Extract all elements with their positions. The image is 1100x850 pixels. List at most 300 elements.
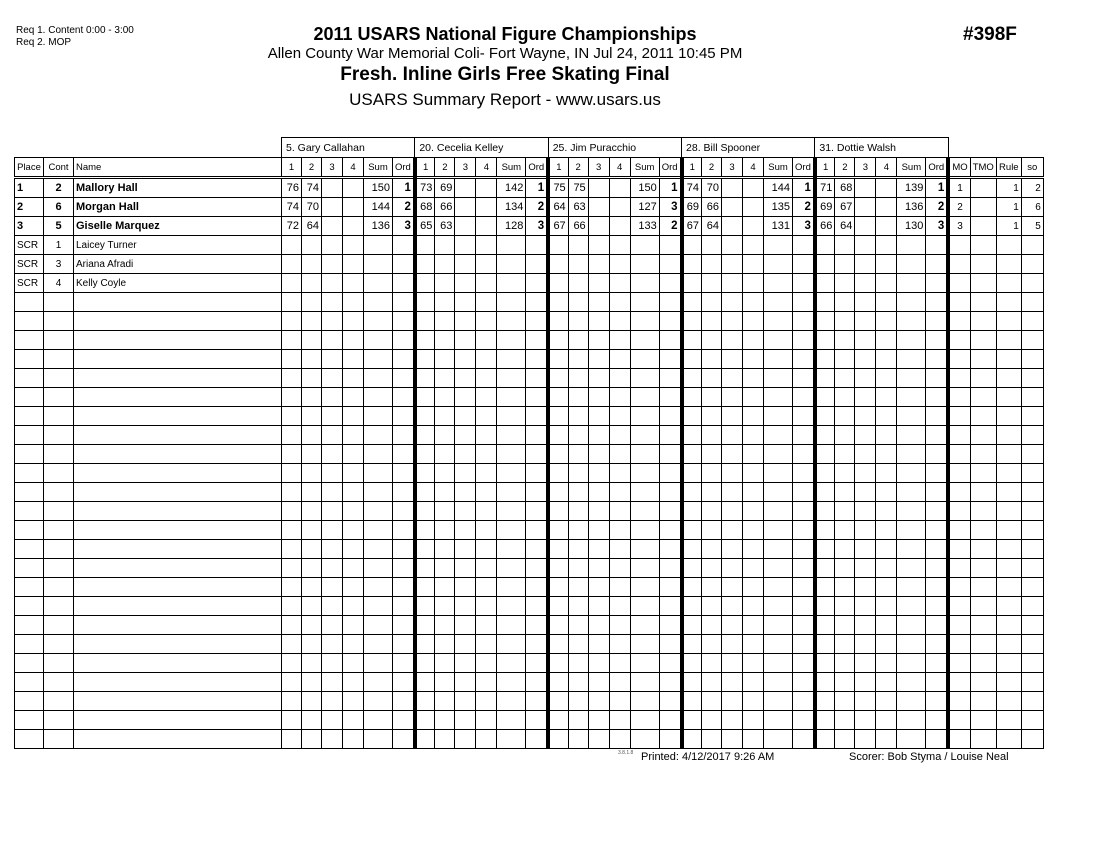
place-cell xyxy=(15,426,44,445)
ordinal-cell: 1 xyxy=(393,178,415,198)
score-cell xyxy=(835,711,855,730)
score-cell xyxy=(702,369,722,388)
score-cell xyxy=(682,445,702,464)
score-cell xyxy=(815,464,835,483)
score-cell xyxy=(282,350,302,369)
ordinal-cell: 1 xyxy=(793,178,815,198)
score-cell xyxy=(343,426,364,445)
skater-name-cell xyxy=(74,312,282,331)
contestant-number-cell: 1 xyxy=(44,236,74,255)
score-cell xyxy=(876,407,897,426)
score-cell xyxy=(702,711,722,730)
score-cell xyxy=(455,673,476,692)
event-title: Fresh. Inline Girls Free Skating Final xyxy=(340,64,670,85)
sum-cell xyxy=(364,654,393,673)
score-cell xyxy=(476,654,497,673)
tmo-cell xyxy=(970,730,996,749)
score-cell xyxy=(435,331,455,350)
score-cell xyxy=(876,711,897,730)
sum-cell xyxy=(764,331,793,350)
score-cell xyxy=(722,711,743,730)
score-cell xyxy=(815,331,835,350)
event-number: #398F xyxy=(963,24,1017,45)
sum-cell xyxy=(764,730,793,749)
score-cell xyxy=(702,635,722,654)
ordinal-cell xyxy=(926,255,948,274)
score-cell xyxy=(548,635,568,654)
skater-name-cell xyxy=(74,597,282,616)
score-cell xyxy=(855,483,876,502)
score-cell xyxy=(702,426,722,445)
ordinal-cell xyxy=(659,597,681,616)
ordinal-cell xyxy=(793,559,815,578)
score-cell xyxy=(322,654,343,673)
score-cell xyxy=(455,331,476,350)
score-cell xyxy=(476,407,497,426)
score-cell xyxy=(455,350,476,369)
score-cell xyxy=(548,350,568,369)
header-judge-mark-4: 4 xyxy=(743,158,764,178)
judge-header-row xyxy=(15,138,1044,158)
score-cell xyxy=(476,464,497,483)
score-cell xyxy=(702,730,722,749)
sum-cell xyxy=(364,730,393,749)
rule-cell xyxy=(996,521,1021,540)
score-cell xyxy=(455,654,476,673)
ordinal-cell xyxy=(393,369,415,388)
score-cell xyxy=(282,312,302,331)
score-cell xyxy=(455,293,476,312)
ordinal-cell xyxy=(393,331,415,350)
score-cell xyxy=(455,730,476,749)
rule-cell xyxy=(996,483,1021,502)
sum-cell xyxy=(630,350,659,369)
contestant-number-cell xyxy=(44,730,74,749)
score-cell xyxy=(435,464,455,483)
score-cell xyxy=(855,635,876,654)
score-cell xyxy=(282,388,302,407)
score-cell xyxy=(302,236,322,255)
score-cell xyxy=(343,521,364,540)
ordinal-cell: 2 xyxy=(793,198,815,217)
score-cell xyxy=(282,502,302,521)
score-cell xyxy=(815,312,835,331)
ordinal-cell xyxy=(659,312,681,331)
ordinal-cell xyxy=(393,597,415,616)
score-cell xyxy=(609,331,630,350)
mo-cell xyxy=(948,616,970,635)
score-cell xyxy=(455,312,476,331)
sum-cell xyxy=(897,483,926,502)
so-cell xyxy=(1021,578,1043,597)
sum-cell xyxy=(764,255,793,274)
ordinal-cell xyxy=(393,350,415,369)
score-cell xyxy=(302,654,322,673)
score-cell xyxy=(815,540,835,559)
ordinal-cell xyxy=(926,502,948,521)
score-cell xyxy=(835,293,855,312)
score-cell xyxy=(343,559,364,578)
mo-cell xyxy=(948,255,970,274)
ordinal-cell: 3 xyxy=(526,217,548,236)
contestant-number-cell xyxy=(44,692,74,711)
score-cell xyxy=(435,521,455,540)
sum-cell: 144 xyxy=(364,198,393,217)
score-cell xyxy=(855,236,876,255)
score-cell xyxy=(855,578,876,597)
ordinal-cell xyxy=(926,350,948,369)
score-cell xyxy=(322,578,343,597)
sum-cell xyxy=(497,255,526,274)
so-cell xyxy=(1021,673,1043,692)
score-cell xyxy=(415,559,435,578)
score-cell: 75 xyxy=(568,178,588,198)
score-cell xyxy=(322,502,343,521)
mo-cell: 2 xyxy=(948,198,970,217)
sum-cell xyxy=(897,293,926,312)
empty-row xyxy=(15,426,1044,445)
score-cell xyxy=(322,369,343,388)
header-judge-mark-1: 1 xyxy=(815,158,835,178)
score-cell xyxy=(743,236,764,255)
score-cell xyxy=(455,635,476,654)
sum-cell xyxy=(364,692,393,711)
ordinal-cell xyxy=(793,521,815,540)
rule-cell xyxy=(996,578,1021,597)
score-cell xyxy=(609,711,630,730)
score-cell xyxy=(435,635,455,654)
score-cell xyxy=(455,692,476,711)
score-cell xyxy=(722,255,743,274)
score-cell xyxy=(743,293,764,312)
score-cell xyxy=(322,597,343,616)
score-cell xyxy=(682,350,702,369)
score-cell xyxy=(743,692,764,711)
score-cell xyxy=(455,559,476,578)
score-cell xyxy=(588,578,609,597)
so-cell xyxy=(1021,711,1043,730)
score-cell xyxy=(548,274,568,293)
score-cell xyxy=(282,426,302,445)
contestant-number-cell xyxy=(44,711,74,730)
score-cell xyxy=(476,369,497,388)
contestant-number-cell xyxy=(44,597,74,616)
score-cell: 65 xyxy=(415,217,435,236)
header-tmo: TMO xyxy=(970,158,996,178)
score-cell xyxy=(743,350,764,369)
skater-name-cell xyxy=(74,559,282,578)
sum-cell xyxy=(630,502,659,521)
score-cell xyxy=(588,274,609,293)
score-cell xyxy=(588,711,609,730)
sum-cell xyxy=(630,673,659,692)
sum-cell xyxy=(630,635,659,654)
score-cell xyxy=(682,464,702,483)
score-cell xyxy=(855,350,876,369)
place-cell xyxy=(15,635,44,654)
table-row xyxy=(15,255,1044,274)
sum-cell xyxy=(897,540,926,559)
score-cell xyxy=(855,692,876,711)
judge-name: 31. Dottie Walsh xyxy=(815,138,948,158)
score-cell xyxy=(855,445,876,464)
empty-row xyxy=(15,597,1044,616)
ordinal-cell xyxy=(393,730,415,749)
score-cell xyxy=(548,597,568,616)
score-cell xyxy=(876,673,897,692)
sum-cell xyxy=(630,236,659,255)
score-cell xyxy=(743,578,764,597)
sum-cell xyxy=(497,426,526,445)
score-cell xyxy=(302,407,322,426)
score-cell xyxy=(855,673,876,692)
tmo-cell xyxy=(970,521,996,540)
place-cell xyxy=(15,293,44,312)
score-cell xyxy=(455,445,476,464)
ordinal-cell xyxy=(926,445,948,464)
score-cell xyxy=(682,369,702,388)
score-cell xyxy=(815,597,835,616)
place-cell xyxy=(15,692,44,711)
so-cell xyxy=(1021,331,1043,350)
score-cell xyxy=(743,178,764,198)
sum-cell xyxy=(497,730,526,749)
score-cell xyxy=(415,407,435,426)
ordinal-cell xyxy=(526,426,548,445)
rule-cell xyxy=(996,673,1021,692)
ordinal-cell xyxy=(659,521,681,540)
mo-cell xyxy=(948,711,970,730)
ordinal-cell xyxy=(659,540,681,559)
tmo-cell xyxy=(970,407,996,426)
score-cell xyxy=(702,293,722,312)
ordinal-cell xyxy=(659,388,681,407)
sum-cell: 144 xyxy=(764,178,793,198)
ordinal-cell xyxy=(793,388,815,407)
ordinal-cell xyxy=(393,540,415,559)
score-cell: 67 xyxy=(548,217,568,236)
place-cell xyxy=(15,730,44,749)
ordinal-cell xyxy=(393,426,415,445)
ordinal-cell xyxy=(926,521,948,540)
rule-cell xyxy=(996,445,1021,464)
ordinal-cell xyxy=(659,293,681,312)
score-cell xyxy=(476,198,497,217)
sum-cell xyxy=(497,654,526,673)
ordinal-cell xyxy=(526,312,548,331)
score-cell xyxy=(588,502,609,521)
ordinal-cell xyxy=(659,274,681,293)
ordinal-cell xyxy=(793,616,815,635)
sum-cell xyxy=(897,559,926,578)
ordinal-cell xyxy=(659,369,681,388)
sum-cell xyxy=(497,236,526,255)
header-judge-sum: Sum xyxy=(630,158,659,178)
sum-cell xyxy=(764,293,793,312)
ordinal-cell xyxy=(659,331,681,350)
ordinal-cell xyxy=(659,692,681,711)
sum-cell xyxy=(630,407,659,426)
rule-cell xyxy=(996,730,1021,749)
score-cell xyxy=(548,616,568,635)
score-cell xyxy=(876,540,897,559)
ordinal-cell xyxy=(393,255,415,274)
so-cell xyxy=(1021,635,1043,654)
score-cell xyxy=(588,350,609,369)
score-cell xyxy=(455,464,476,483)
score-cell xyxy=(302,559,322,578)
ordinal-cell: 2 xyxy=(926,198,948,217)
score-cell xyxy=(568,312,588,331)
ordinal-cell: 2 xyxy=(659,217,681,236)
score-cell xyxy=(835,312,855,331)
ordinal-cell xyxy=(526,559,548,578)
empty-row xyxy=(15,692,1044,711)
sum-cell: 150 xyxy=(364,178,393,198)
ordinal-cell xyxy=(793,597,815,616)
sum-cell xyxy=(897,350,926,369)
score-cell xyxy=(835,673,855,692)
skater-name-cell: Mallory Hall xyxy=(74,178,282,198)
so-cell xyxy=(1021,369,1043,388)
empty-row xyxy=(15,369,1044,388)
score-cell xyxy=(722,445,743,464)
place-cell: 1 xyxy=(15,178,44,198)
header-so: so xyxy=(1021,158,1043,178)
score-cell xyxy=(415,654,435,673)
score-cell xyxy=(476,711,497,730)
score-cell xyxy=(855,331,876,350)
score-cell xyxy=(476,730,497,749)
contestant-number-cell xyxy=(44,331,74,350)
score-cell xyxy=(702,673,722,692)
score-cell xyxy=(476,502,497,521)
score-cell xyxy=(855,426,876,445)
score-cell xyxy=(702,502,722,521)
score-cell xyxy=(343,293,364,312)
ordinal-cell xyxy=(526,540,548,559)
score-cell: 70 xyxy=(302,198,322,217)
score-cell xyxy=(588,483,609,502)
contestant-number-cell xyxy=(44,635,74,654)
score-cell xyxy=(435,369,455,388)
score-cell xyxy=(855,407,876,426)
score-cell xyxy=(722,407,743,426)
sum-cell xyxy=(764,616,793,635)
score-cell xyxy=(855,597,876,616)
empty-row xyxy=(15,635,1044,654)
sum-cell xyxy=(364,464,393,483)
requirement-2: Req 2. MOP xyxy=(16,37,72,48)
score-cell xyxy=(302,673,322,692)
score-cell xyxy=(722,293,743,312)
score-cell xyxy=(568,426,588,445)
sum-cell xyxy=(497,483,526,502)
score-cell xyxy=(415,730,435,749)
score-cell xyxy=(835,236,855,255)
skater-name-cell xyxy=(74,445,282,464)
sum-cell xyxy=(764,597,793,616)
so-cell xyxy=(1021,464,1043,483)
score-cell xyxy=(876,483,897,502)
judge-name: 28. Bill Spooner xyxy=(682,138,815,158)
score-cell: 75 xyxy=(548,178,568,198)
score-cell xyxy=(302,635,322,654)
score-cell xyxy=(302,369,322,388)
score-cell xyxy=(476,312,497,331)
score-cell xyxy=(588,236,609,255)
ordinal-cell xyxy=(659,654,681,673)
skater-name-cell xyxy=(74,673,282,692)
contestant-number-cell xyxy=(44,578,74,597)
skater-name-cell xyxy=(74,426,282,445)
sum-cell xyxy=(497,350,526,369)
empty-row xyxy=(15,673,1044,692)
sum-cell xyxy=(897,730,926,749)
sum-cell xyxy=(897,445,926,464)
sum-cell xyxy=(630,730,659,749)
sum-cell xyxy=(897,426,926,445)
ordinal-cell xyxy=(526,331,548,350)
score-cell xyxy=(548,559,568,578)
sum-cell xyxy=(364,369,393,388)
score-cell xyxy=(415,635,435,654)
empty-row xyxy=(15,654,1044,673)
sum-cell xyxy=(630,597,659,616)
score-cell xyxy=(743,654,764,673)
score-cell xyxy=(568,692,588,711)
score-cell xyxy=(548,426,568,445)
judge-name: 20. Cecelia Kelley xyxy=(415,138,548,158)
mo-cell xyxy=(948,293,970,312)
tmo-cell xyxy=(970,236,996,255)
tmo-cell xyxy=(970,388,996,407)
score-cell xyxy=(455,540,476,559)
score-cell xyxy=(743,483,764,502)
empty-row xyxy=(15,312,1044,331)
header-judge-mark-3: 3 xyxy=(588,158,609,178)
skater-name-cell: Giselle Marquez xyxy=(74,217,282,236)
contestant-number-cell xyxy=(44,540,74,559)
score-cell xyxy=(568,293,588,312)
score-cell xyxy=(282,578,302,597)
sum-cell xyxy=(497,635,526,654)
score-cell xyxy=(588,426,609,445)
so-cell: 5 xyxy=(1021,217,1043,236)
place-cell xyxy=(15,388,44,407)
score-cell xyxy=(282,293,302,312)
score-cell xyxy=(302,616,322,635)
header-judge-ord: Ord xyxy=(393,158,415,178)
rule-cell xyxy=(996,502,1021,521)
score-cell xyxy=(476,635,497,654)
score-cell xyxy=(588,464,609,483)
score-cell xyxy=(548,540,568,559)
rule-cell xyxy=(996,654,1021,673)
score-cell xyxy=(568,730,588,749)
sum-cell xyxy=(497,293,526,312)
score-cell xyxy=(322,312,343,331)
score-cell xyxy=(722,578,743,597)
score-cell xyxy=(876,521,897,540)
ordinal-cell xyxy=(793,426,815,445)
ordinal-cell: 2 xyxy=(393,198,415,217)
sum-cell: 131 xyxy=(764,217,793,236)
so-cell xyxy=(1021,293,1043,312)
score-cell xyxy=(855,388,876,407)
score-cell xyxy=(343,445,364,464)
column-header-row xyxy=(15,158,1044,178)
